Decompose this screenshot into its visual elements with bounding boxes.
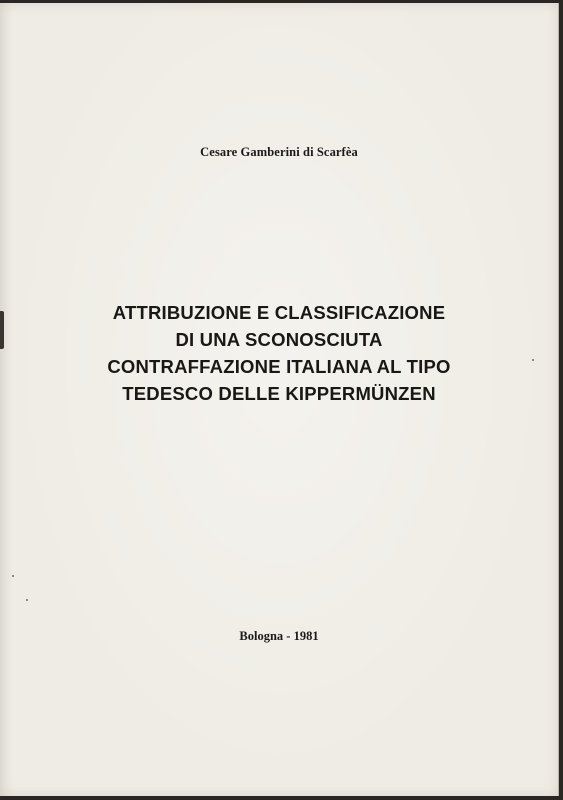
paper-speck — [26, 599, 28, 601]
title-line-1: ATTRIBUZIONE E CLASSIFICAZIONE — [112, 302, 446, 323]
title-line-2: DI UNA SCONOSCIUTA — [175, 329, 383, 350]
author-name: Cesare Gamberini di Scarfèa — [200, 145, 358, 159]
paper-speck — [12, 575, 14, 577]
place-and-year: Bologna - 1981 — [239, 629, 319, 643]
cover-page — [0, 3, 559, 796]
title-line-4: TEDESCO DELLE KIPPERMÜNZEN — [122, 383, 436, 404]
cover-title — [0, 299, 558, 407]
title-line-3: CONTRAFFAZIONE ITALIANA AL TIPO — [107, 356, 451, 377]
